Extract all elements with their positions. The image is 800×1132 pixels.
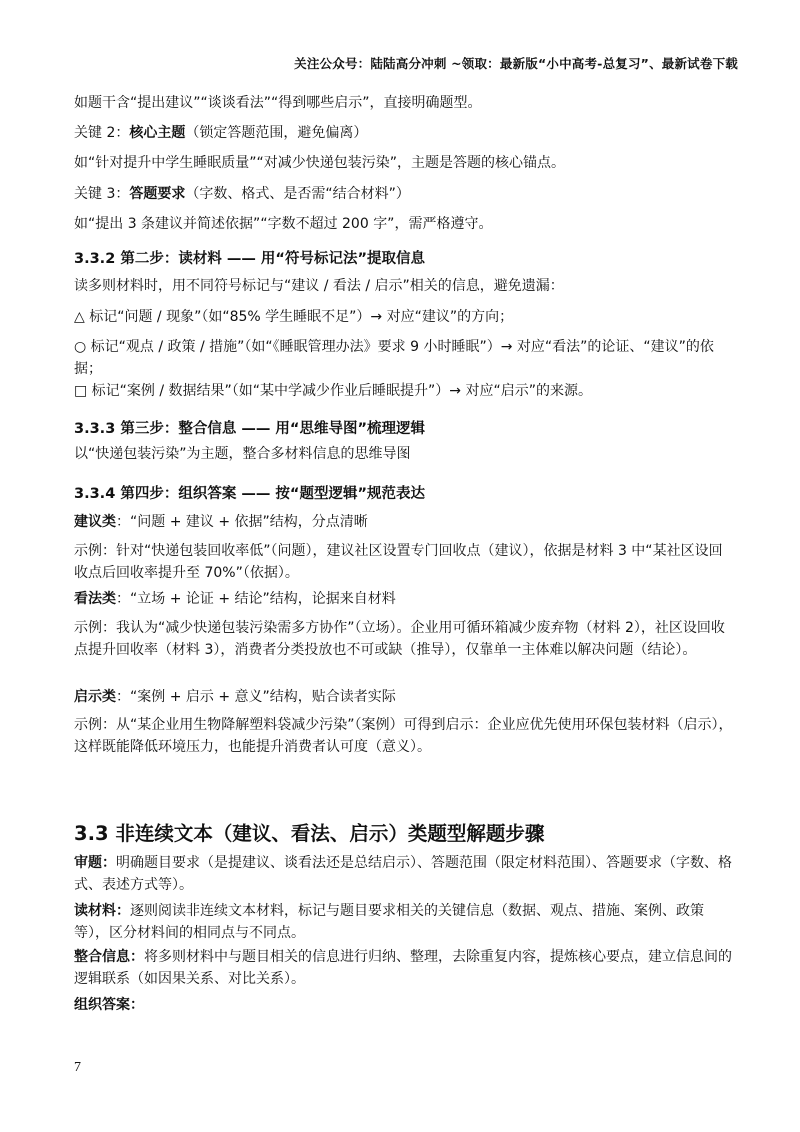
key-3-line (74, 183, 734, 205)
kanfa-example: 示例：我认为“减少快递包装污染需多方协作”（立场）。企业用可循环箱减少废弃物（材料 2），社区设回收点提升回收率（材料 3），消费者分类投放也不可或缺（推导），仅靠单一主体难以解决问题（结论）。 (74, 620, 725, 658)
kanfa-line (74, 588, 734, 610)
jianyi-example: 示例：针对“快递包装回收率低”（问题），建议社区设置专门回收点（建议），依据是材料 3 中“某社区设回收点后回收率提升至 70%”（依据）。 (74, 543, 723, 581)
jianyi-bold: 建议类 (74, 514, 116, 530)
qishi-rest: ：“案例 + 启示 + 意义”结构，贴合读者实际 (116, 689, 396, 705)
qishi-bold: 启示类 (74, 689, 116, 705)
ducailiao-paragraph (74, 900, 734, 944)
zuzhi-line (74, 994, 734, 1016)
zuzhi-bold: 组织答案： (74, 997, 144, 1013)
qishi-line (74, 686, 734, 708)
key-2-prefix: 关键 2： (74, 125, 130, 141)
step-3-line-1: 以“快递包装污染”为主题，整合多材料信息的思维导图 (74, 446, 411, 462)
step-4-heading: 3.3.4 第四步：组织答案 —— 按“题型逻辑”规范表达 (74, 486, 425, 502)
step-2-line-1: 读多则材料时，用不同符号标记与“建议 / 看法 / 启示”相关的信息，避免遗漏： (74, 278, 564, 294)
page-header: 关注公众号：陆陆高分冲刺 ~领取：最新版“小中高考-总复习”、最新试卷下载 (294, 56, 738, 71)
shenti-paragraph (74, 852, 734, 896)
section-3-3-heading: 3.3 非连续文本（建议、看法、启示）类题型解题步骤 (74, 822, 545, 845)
key-2-bold: 核心主题 (129, 125, 186, 141)
step-2-item-triangle: △ 标记“问题 / 现象”（如“85% 学生睡眠不足”）→ 对应“建议”的方向； (74, 309, 514, 325)
key-2-rest: （锁定答题范围，避免偏离） (185, 125, 368, 141)
ducailiao-rest: 逐则阅读非连续文本材料，标记与题目要求相关的关键信息（数据、观点、措施、案例、政策等），区分材料间的相同点与不同点。 (74, 903, 704, 941)
shenti-rest: 明确题目要求（是提建议、谈看法还是总结启示）、答题范围（限定材料范围）、答题要求（字数、格式、表述方式等）。 (74, 855, 732, 893)
zhenghe-bold: 整合信息： (74, 949, 144, 965)
key-3-rest: （字数、格式、是否需“结合材料”） (185, 186, 410, 202)
step-2-item-square: □ 标记“案例 / 数据结果”（如“某中学减少作业后睡眠提升”）→ 对应“启示”的来源。 (74, 383, 592, 399)
kanfa-rest: ：“立场 + 论证 + 结论”结构，论据来自材料 (116, 591, 396, 607)
page-number: 7 (74, 1060, 81, 1075)
key-3-bold: 答题要求 (129, 186, 186, 202)
zhenghe-paragraph (74, 946, 734, 990)
ducailiao-bold: 读材料： (74, 903, 130, 919)
key-2-line (74, 122, 734, 144)
step-2-item-circle: ○ 标记“观点 / 政策 / 措施”（如“《睡眠管理办法》要求 9 小时睡眠”）→ 对应“看法”的论证、“建议”的依据； (74, 339, 714, 377)
kanfa-bold: 看法类 (74, 591, 116, 607)
step-2-heading: 3.3.2 第二步：读材料 —— 用“符号标记法”提取信息 (74, 251, 425, 267)
key-3-prefix: 关键 3： (74, 186, 130, 202)
qishi-example: 示例：从“某企业用生物降解塑料袋减少污染”（案例）可得到启示：企业应优先使用环保包装材料（启示），这样既能降低环境压力，也能提升消费者认可度（意义）。 (74, 717, 733, 755)
shenti-bold: 审题： (74, 855, 116, 871)
intro-line-5: 如“提出 3 条建议并简述依据”“字数不超过 200 字”，需严格遵守。 (74, 216, 493, 232)
step-3-heading: 3.3.3 第三步：整合信息 —— 用“思维导图”梳理逻辑 (74, 421, 425, 437)
jianyi-line (74, 511, 734, 533)
zhenghe-rest: 将多则材料中与题目相关的信息进行归纳、整理，去除重复内容，提炼核心要点，建立信息间的逻辑联系（如因果关系、对比关系）。 (74, 949, 732, 987)
jianyi-rest: ：“问题 + 建议 + 依据”结构，分点清晰 (116, 514, 368, 530)
intro-line-1: 如题干含“提出建议”“谈谈看法”“得到哪些启示”，直接明确题型。 (74, 95, 482, 111)
intro-line-3: 如“针对提升中学生睡眠质量”“对减少快递包装污染”，主题是答题的核心锚点。 (74, 155, 566, 171)
